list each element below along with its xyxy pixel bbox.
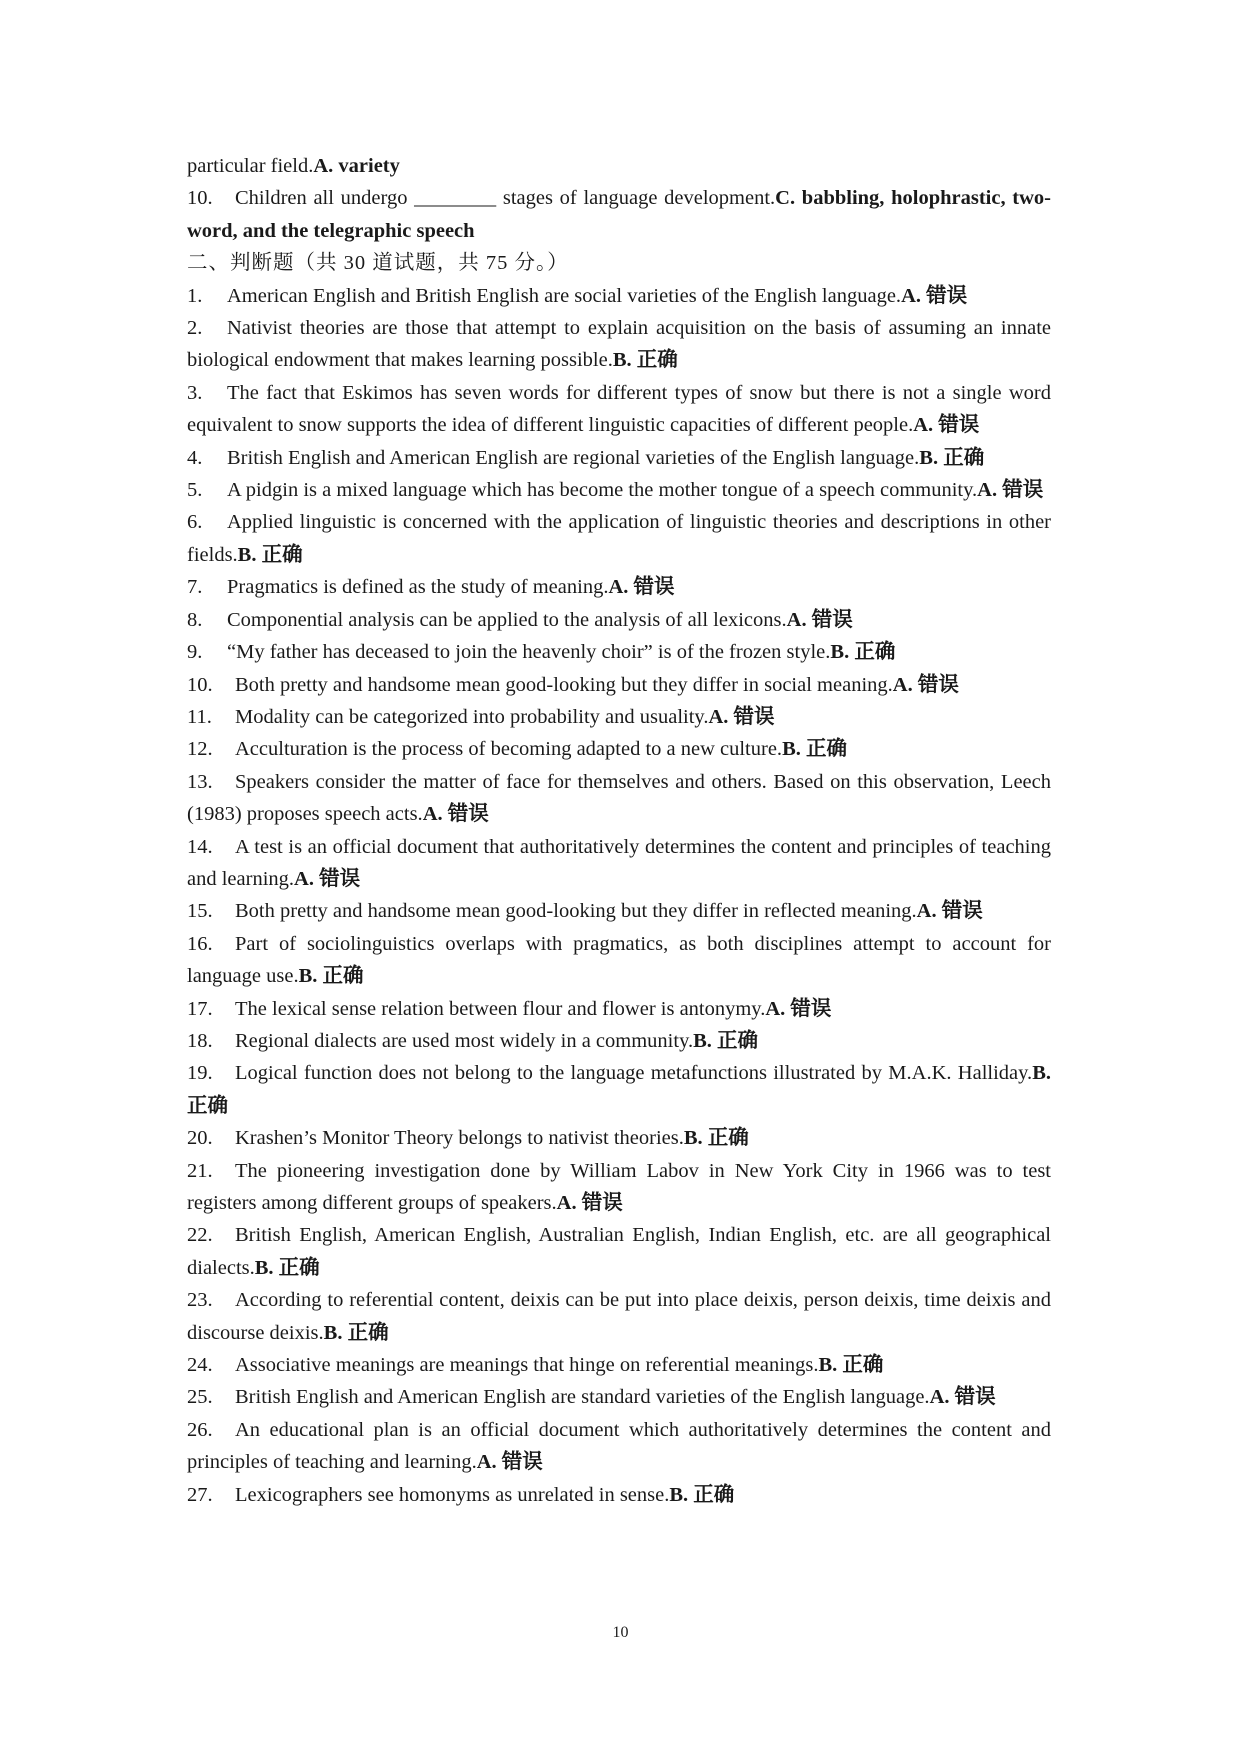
question-number: 7. [187,576,203,599]
question-text: British English and American English are standard varieties of the English language. [235,1386,930,1409]
question-item [187,1122,1051,1154]
question-item [187,993,1051,1025]
answer-text: A. 错误 [556,1192,623,1214]
question-text: Pragmatics is defined as the study of meaning. [227,576,609,599]
answer-text: A. 错误 [765,997,832,1020]
question-text: A test is an official document that authoritatively determines the content and principles of teaching and learning. [187,835,1051,890]
question-item [187,636,1051,668]
question-item [187,1381,1051,1413]
answer-text: A. 错误 [476,1451,543,1474]
question-item [187,701,1051,733]
question-text: British English and American English are regional varieties of the English language. [227,446,920,469]
question-number: 19. [187,1062,213,1085]
answer-text: B. 正确 [782,738,847,761]
answer-text: A. 错误 [294,867,361,890]
continuation-line [187,150,1051,182]
answer-text: B. 正确 [818,1354,884,1377]
question-item [187,571,1051,603]
question-number: 24. [187,1354,213,1377]
question-text: Krashen’s Monitor Theory belongs to nativist theories. [235,1127,684,1150]
question-number: 1. [187,284,203,307]
question-item [187,442,1051,474]
document-body [187,150,1051,1511]
question-item [187,1219,1051,1284]
question-item [187,831,1051,896]
answer-text: A. 错误 [913,414,980,437]
question-number: 25. [187,1386,213,1409]
question-text: Lexicographers see homonyms as unrelated in sense. [235,1483,670,1506]
answer-text: C. babbling, holophrastic, two-word, and the telegraphic speech [187,187,1051,242]
question-text: Modality can be categorized into probability and usuality. [235,705,709,728]
question-text: Children all undergo ________ stages of language development. [235,187,776,210]
question-item [187,474,1051,506]
answer-text: A. 错误 [977,479,1044,502]
question-number: 10. [187,673,213,696]
question-text: According to referential content, deixis can be put into place deixis, person deixis, time deixis and discourse deixis. [187,1289,1051,1344]
answer-text: A. 错误 [786,608,853,631]
answer-text: B. 正确 [683,1127,749,1150]
question-text: “My father has deceased to join the heavenly choir” is of the frozen style. [227,641,831,664]
question-number: 4. [187,446,203,469]
answer-text: B. 正确 [669,1483,735,1506]
question-text: A pidgin is a mixed language which has become the mother tongue of a speech community. [227,479,978,502]
question-text: Both pretty and handsome mean good-looking but they differ in social meaning. [235,673,893,696]
question-text: The pioneering investigation done by William Labov in New York City in 1966 was to test registers among different groups of speakers. [187,1159,1051,1214]
question-number: 15. [187,900,213,923]
question-number: 21. [187,1159,213,1182]
answer-text: B. 正确 [693,1029,759,1052]
answer-text: A. 错误 [422,803,489,826]
question-number: 9. [187,641,203,664]
question-number: 26. [187,1418,213,1441]
question-number: 3. [187,381,203,404]
answer-text: A. variety [313,155,400,177]
question-item [187,280,1051,312]
question-text: Componential analysis can be applied to the analysis of all lexicons. [227,608,787,631]
question-number: 11. [187,705,212,728]
question-item [187,669,1051,701]
answer-text: A. 错误 [916,900,983,923]
question-number: 6. [187,511,203,534]
question-text: An educational plan is an official document which authoritatively determines the content and principles of teaching and learning. [187,1418,1051,1474]
question-item [187,604,1051,636]
question-text: The lexical sense relation between flour and flower is antonymy. [235,997,766,1020]
question-text: Logical function does not belong to the language metafunctions illustrated by M.A.K. Halliday. [235,1062,1033,1085]
answer-text: A. 错误 [901,284,968,307]
question-item [187,1025,1051,1057]
question-text: Nativist theories are those that attempt to explain acquisition on the basis of assuming an innate biological endowment that makes learning possible. [187,317,1051,372]
question-item [187,766,1051,831]
question-number: 10. [187,187,213,210]
question-item [187,928,1051,993]
question-text: Part of sociolinguistics overlaps with pragmatics, as both disciplines attempt to account for language use. [187,932,1051,988]
answer-text: A. 错误 [608,576,675,599]
question-number: 8. [187,608,203,631]
question-item [187,733,1051,765]
question-number: 27. [187,1483,213,1506]
answer-text: B. 正确 [187,1062,1051,1117]
question-item [187,1414,1051,1479]
question-text: Acculturation is the process of becoming adapted to a new culture. [235,738,783,761]
question-text: Regional dialects are used most widely in a community. [235,1029,694,1052]
question-text: British English, American English, Australian English, Indian English, etc. are all geographical dialects. [187,1224,1051,1279]
question-item [187,1284,1051,1349]
answer-text: B. 正确 [830,641,896,664]
question-text: Both pretty and handsome mean good-looking but they differ in reflected meaning. [235,900,917,923]
question-item [187,895,1051,927]
question-item [187,312,1051,377]
answer-text: B. 正确 [323,1321,389,1344]
question-text: Applied linguistic is concerned with the application of linguistic theories and descriptions in other fields. [187,511,1051,566]
section-heading: 二、判断题（共 30 道试题，共 75 分。） [187,252,569,275]
question-item [187,1057,1051,1122]
question-number: 20. [187,1127,213,1150]
question-item [187,377,1051,442]
question-item [187,1479,1051,1511]
question-list [187,280,1051,1511]
question-number: 14. [187,835,213,858]
question-text: The fact that Eskimos has seven words for different types of snow but there is not a single word equivalent to snow supports the idea of different linguistic capacities of different people. [187,381,1051,437]
answer-text: A. 错误 [708,705,775,728]
answer-text: A. 错误 [929,1386,996,1409]
question-number: 13. [187,770,213,793]
question-number: 17. [187,997,213,1020]
answer-text: B. 正确 [612,349,678,372]
question-text: Speakers consider the matter of face for themselves and others. Based on this observation, Leech (1983) proposes speech acts. [187,770,1051,826]
answer-text: B. 正确 [237,543,303,566]
question-number: 23. [187,1289,213,1312]
question-item [187,1155,1051,1220]
question-number: 16. [187,932,213,955]
page-number: 10 [612,1624,629,1641]
answer-text: B. 正确 [254,1256,320,1279]
question-item [187,182,1051,247]
answer-text: B. 正确 [919,446,985,469]
answer-text: B. 正确 [298,965,364,988]
question-number: 18. [187,1029,213,1052]
question-number: 2. [187,317,203,340]
question-item [187,506,1051,571]
question-number: 5. [187,479,203,502]
question-number: 12. [187,738,213,761]
question-item [187,1349,1051,1381]
answer-text: A. 错误 [892,673,959,696]
question-text: particular field. [187,155,314,177]
question-text: Associative meanings are meanings that hinge on referential meanings. [235,1354,819,1377]
question-text: American English and British English are social varieties of the English language. [227,284,902,307]
question-number: 22. [187,1224,213,1247]
